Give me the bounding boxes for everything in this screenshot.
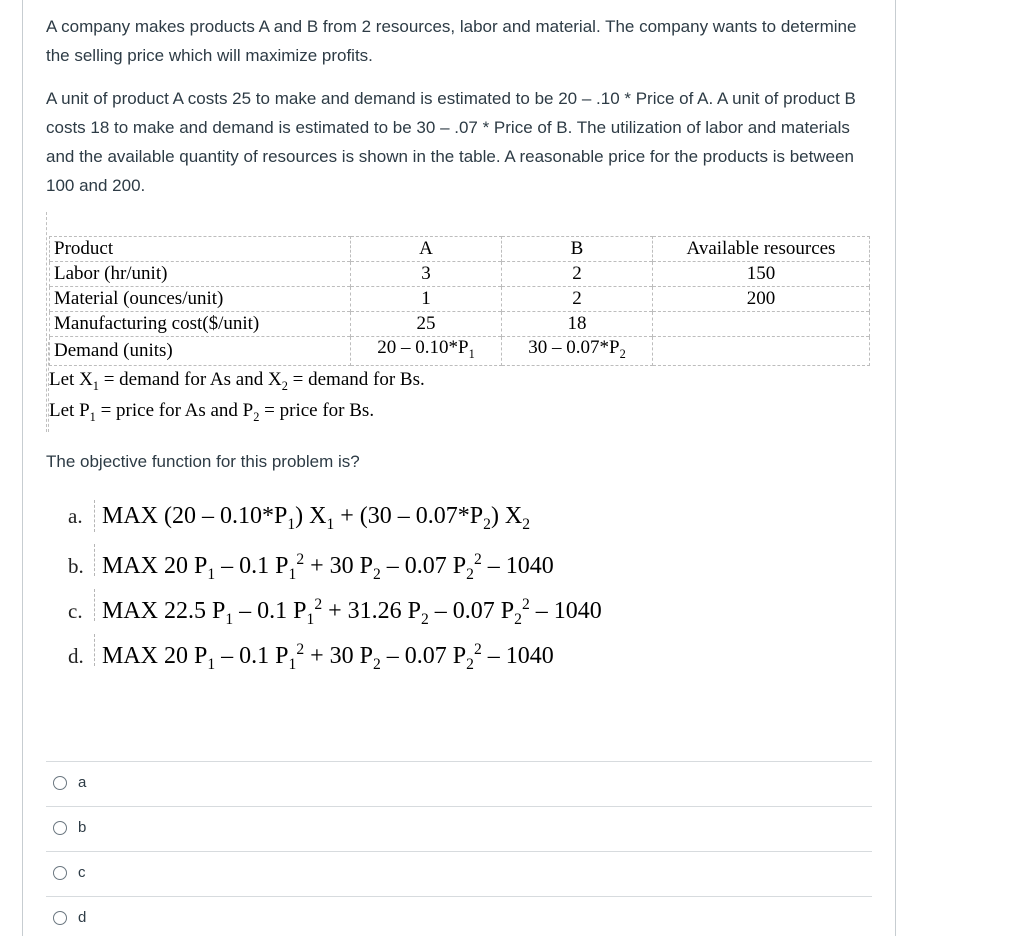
- table-cell: 3: [351, 262, 502, 287]
- option-d-formula: [68, 630, 554, 673]
- table-cell: 2: [502, 262, 653, 287]
- answer-option-c[interactable]: [46, 851, 872, 896]
- option-letter: b.: [68, 554, 84, 578]
- let-x-definition: Let $X_1$ = demand for As and $X_2$ = demand for Bs.: [49, 369, 425, 393]
- option-c-formula: [68, 585, 602, 628]
- answer-choices: [46, 761, 872, 941]
- table-header-cell: Available resources: [653, 237, 870, 262]
- radio-button[interactable]: [53, 911, 67, 925]
- answer-option-d[interactable]: [46, 896, 872, 941]
- table-cell: Labor (hr/unit): [50, 262, 351, 287]
- answer-option-b[interactable]: [46, 806, 872, 851]
- radio-button[interactable]: [53, 776, 67, 790]
- question-paragraph-2: A unit of product A costs 25 to make and demand is estimated to be 20 – .10 * Price of A. A unit of product B costs 18 to make and demand is estimated to be 30 – .07 * Price of B. The utilization of labor and materials and the available quantity of resources is shown in the table. A reasonable price for the products is between 100 and 200.: [46, 89, 856, 195]
- option-letter: c.: [68, 599, 83, 623]
- table-left-border: [46, 212, 47, 432]
- table-cell: Demand (units): [50, 337, 351, 366]
- question-paragraph-1: A company makes products A and B from 2 resources, labor and material. The company wants to determine the selling price which will maximize profits.: [46, 17, 857, 65]
- radio-button[interactable]: [53, 821, 67, 835]
- table-row: [50, 287, 870, 312]
- question-prompt: The objective function for this problem is?: [46, 452, 360, 471]
- table-cell: 1: [351, 287, 502, 312]
- radio-button[interactable]: [53, 866, 67, 880]
- option-letter: d.: [68, 644, 84, 668]
- answer-label[interactable]: c: [78, 864, 86, 881]
- table-header-row: [50, 237, 870, 262]
- table-cell: 200: [653, 287, 870, 312]
- option-formula: MAX 22.5 $P_1 - 0.1$ $P_1^2 + 31.26$ $P_2 - 0.07$ $P_2^2 - 1040$: [102, 596, 602, 628]
- option-formula: MAX $(20 - 0.10*P_1)$ $X_1 + (30 - 0.07*P_2)$ $X_2$: [102, 503, 531, 533]
- resource-table-image: [46, 212, 876, 432]
- options-image: [68, 488, 768, 688]
- table-cell: Manufacturing cost($/unit): [50, 312, 351, 337]
- table-cell: 18: [502, 312, 653, 337]
- table-cell: $20 - 0.10*P_1$: [351, 337, 502, 366]
- resource-table: [49, 236, 870, 366]
- table-header-cell: A: [351, 237, 502, 262]
- table-cell: [653, 312, 870, 337]
- option-formula: MAX 20 $P_1 - 0.1$ $P_1^2 + 30$ $P_2 - 0.07$ $P_2^2 - 1040$: [102, 641, 554, 673]
- answer-option-a[interactable]: [46, 761, 872, 806]
- table-row: [50, 262, 870, 287]
- table-cell: 2: [502, 287, 653, 312]
- table-cell: [653, 337, 870, 366]
- table-cell: 25: [351, 312, 502, 337]
- answer-label[interactable]: a: [78, 774, 87, 791]
- table-header-cell: B: [502, 237, 653, 262]
- option-b-formula: [68, 540, 554, 583]
- table-cell: $30 - 0.07*P_2$: [502, 337, 653, 366]
- answer-label[interactable]: b: [78, 819, 87, 836]
- option-a-formula: [68, 496, 530, 536]
- let-p-definition: Let $P_1$ = price for As and $P_2$ = price for Bs.: [49, 400, 375, 424]
- table-header-cell: Product: [50, 237, 351, 262]
- option-formula: MAX 20 $P_1 - 0.1$ $P_1^2 + 30$ $P_2 - 0.07$ $P_2^2 - 1040$: [102, 551, 554, 583]
- answer-label[interactable]: d: [78, 909, 87, 926]
- table-row: [50, 337, 870, 366]
- table-row: [50, 312, 870, 337]
- table-cell: 150: [653, 262, 870, 287]
- option-letter: a.: [68, 504, 83, 528]
- table-cell: Material (ounces/unit): [50, 287, 351, 312]
